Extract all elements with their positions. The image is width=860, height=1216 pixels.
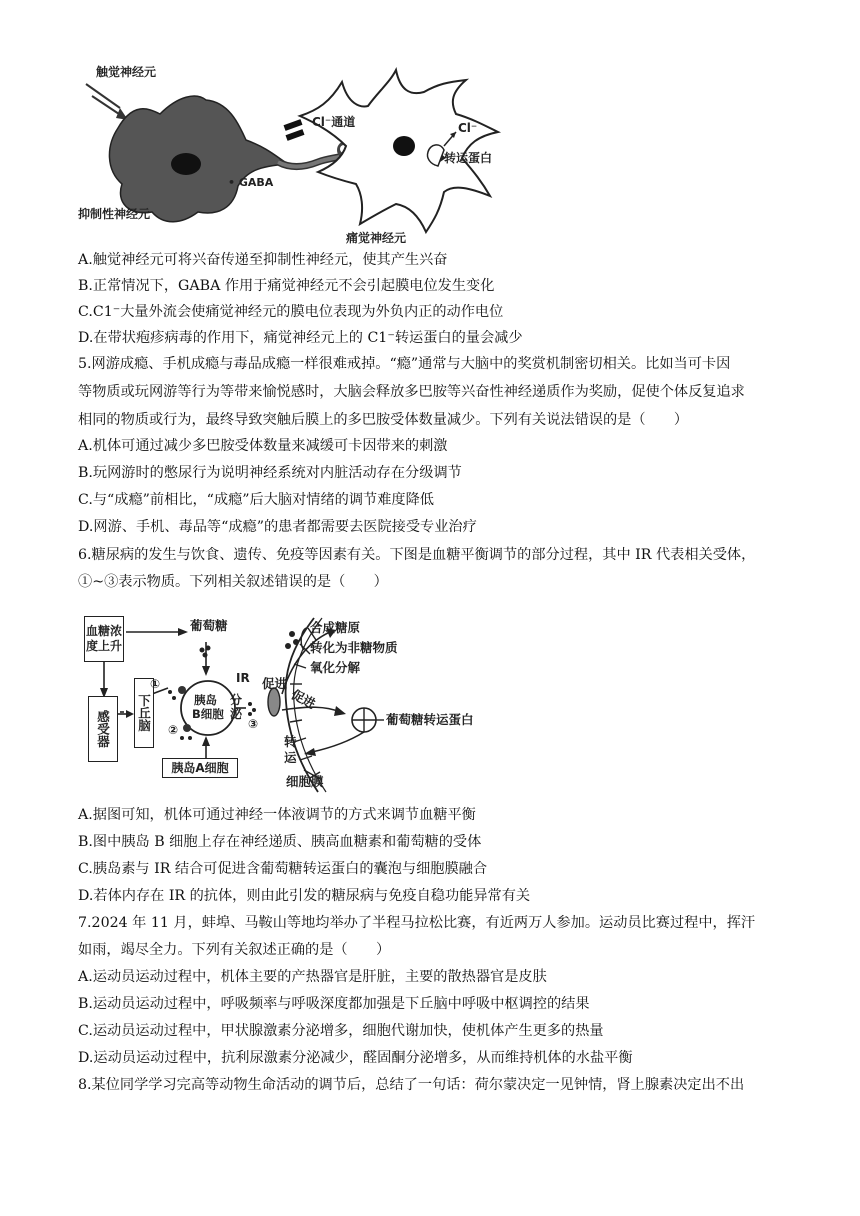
q5-option-d: D.网游、手机、毒品等“成瘾”的患者都需要去医院接受专业治疗 — [78, 519, 477, 535]
mark-1: ① — [150, 677, 161, 691]
q5-option-c: C.与“成瘾”前相比，“成瘾”后大脑对情绪的调节难度降低 — [78, 492, 434, 508]
box-receptor: 感受器 — [88, 696, 118, 762]
q4-option-a: A.触觉神经元可将兴奋传递至抑制性神经元，使其产生兴奋 — [78, 252, 448, 268]
q6-stem-line: 6.糖尿病的发生与饮食、遗传、免疫等因素有关。下图是血糖平衡调节的部分过程，其中 IR 代表相关受体， — [78, 547, 756, 563]
q6-option-b: B.图中胰岛 B 细胞上存在神经递质、胰高血糖素和葡萄糖的受体 — [78, 834, 482, 850]
mark-2: ② — [168, 723, 179, 737]
label-transporter: 转运蛋白 — [444, 151, 493, 165]
q7-option-c: C.运动员运动过程中，甲状腺激素分泌增多，细胞代谢加快，使机体产生更多的热量 — [78, 1023, 604, 1039]
label-ir: IR — [236, 671, 250, 685]
mark-3: ③ — [248, 717, 259, 731]
label-transport: 转 — [284, 734, 297, 749]
q4-option-d: D.在带状疱疹病毒的作用下，痛觉神经元上的 C1⁻转运蛋白的量会减少 — [78, 330, 523, 346]
label-glycogen: 合成糖原 — [310, 620, 361, 635]
q7-option-a: A.运动员运动过程中，机体主要的产热器官是肝脏，主要的散热器官是皮肤 — [78, 969, 547, 985]
label-promote-1: 促进 — [262, 676, 288, 691]
q7-option-b: B.运动员运动过程中，呼吸频率与呼吸深度都加强是下丘脑中呼吸中枢调控的结果 — [78, 996, 590, 1012]
label-islet-b-cell: 胰岛 — [194, 693, 217, 707]
q4-option-b: B.正常情况下，GABA 作用于痛觉神经元不会引起膜电位发生变化 — [78, 278, 495, 294]
label-cl-channel: Cl⁻通道 — [312, 115, 356, 129]
box-blood-sugar-rise: 血糖浓度上升 — [84, 616, 124, 662]
label-transport-2: 运 — [284, 750, 297, 765]
q8-stem-line: 8.某位同学学习完高等动物生命活动的调节后，总结了一句话：荷尔蒙决定一见钟情，肾上腺素决定出不出 — [78, 1077, 745, 1093]
blood-sugar-diagram — [78, 602, 618, 798]
q5-stem-line: 5.网游成瘾、手机成瘾与毒品成瘾一样很难戒掉。“瘾”通常与大脑中的奖赏机制密切相关。比如当可卡因 — [78, 356, 731, 372]
label-cell-membrane: 细胞膜 — [286, 774, 324, 789]
label-glucose: 葡萄糖 — [190, 618, 228, 633]
label-secrete: 分 — [230, 693, 243, 707]
q7-stem-line: 如雨，竭尽全力。下列有关叙述正确的是（ ） — [78, 942, 391, 958]
box-islet-a-cell: 胰岛A细胞 — [162, 758, 238, 778]
neuron-diagram — [78, 62, 508, 246]
q7-stem-line: 7.2024 年 11 月，蚌埠、马鞍山等地均举办了半程马拉松比赛，有近两万人参加。运动员比赛过程中，挥汗 — [78, 915, 756, 931]
q6-stem-line: ①~③表示物质。下列相关叙述错误的是（ ） — [78, 574, 388, 590]
label-cl-ion: Cl⁻ — [458, 121, 478, 135]
q7-option-d: D.运动员运动过程中，抗利尿激素分泌减少，醛固酮分泌增多，从而维持机体的水盐平衡 — [78, 1050, 633, 1066]
q5-option-b: B.玩网游时的憋尿行为说明神经系统对内脏活动存在分级调节 — [78, 465, 462, 481]
box-hypothalamus: 下丘脑 — [134, 678, 154, 748]
label-gaba: • GABA — [228, 176, 274, 189]
label-islet-b-cell-2: B细胞 — [192, 707, 224, 721]
q5-stem-line: 相同的物质或行为，最终导致突触后膜上的多巴胺受体数量减少。下列有关说法错误的是（ ） — [78, 412, 689, 428]
q4-option-c: C.C1⁻大量外流会使痛觉神经元的膜电位表现为外负内正的动作电位 — [78, 304, 504, 320]
label-inhibitory-neuron: 抑制性神经元 — [78, 207, 151, 221]
label-oxidize: 氧化分解 — [310, 660, 361, 675]
label-glucose-transporter: 葡萄糖转运蛋白 — [386, 712, 474, 727]
label-pain-neuron: 痛觉神经元 — [346, 231, 407, 245]
q6-option-a: A.据图可知，机体可通过神经一体液调节的方式来调节血糖平衡 — [78, 807, 476, 823]
q5-stem-line: 等物质或玩网游等行为等带来愉悦感时，大脑会释放多巴胺等兴奋性神经递质作为奖励，促使个体反复追求 — [78, 384, 745, 400]
label-non-sugar: 转化为非糖物质 — [310, 640, 398, 655]
label-touch-neuron: 触觉神经元 — [96, 65, 157, 79]
q6-option-d: D.若体内存在 IR 的抗体，则由此引发的糖尿病与免疫自稳功能异常有关 — [78, 888, 531, 904]
q6-option-c: C.胰岛素与 IR 结合可促进含葡萄糖转运蛋白的囊泡与细胞膜融合 — [78, 861, 488, 877]
label-promote-2: 促进 — [288, 686, 318, 712]
label-secrete-2: 泌 — [230, 707, 243, 721]
q5-option-a: A.机体可通过减少多巴胺受体数量来减缓可卡因带来的刺激 — [78, 438, 448, 454]
